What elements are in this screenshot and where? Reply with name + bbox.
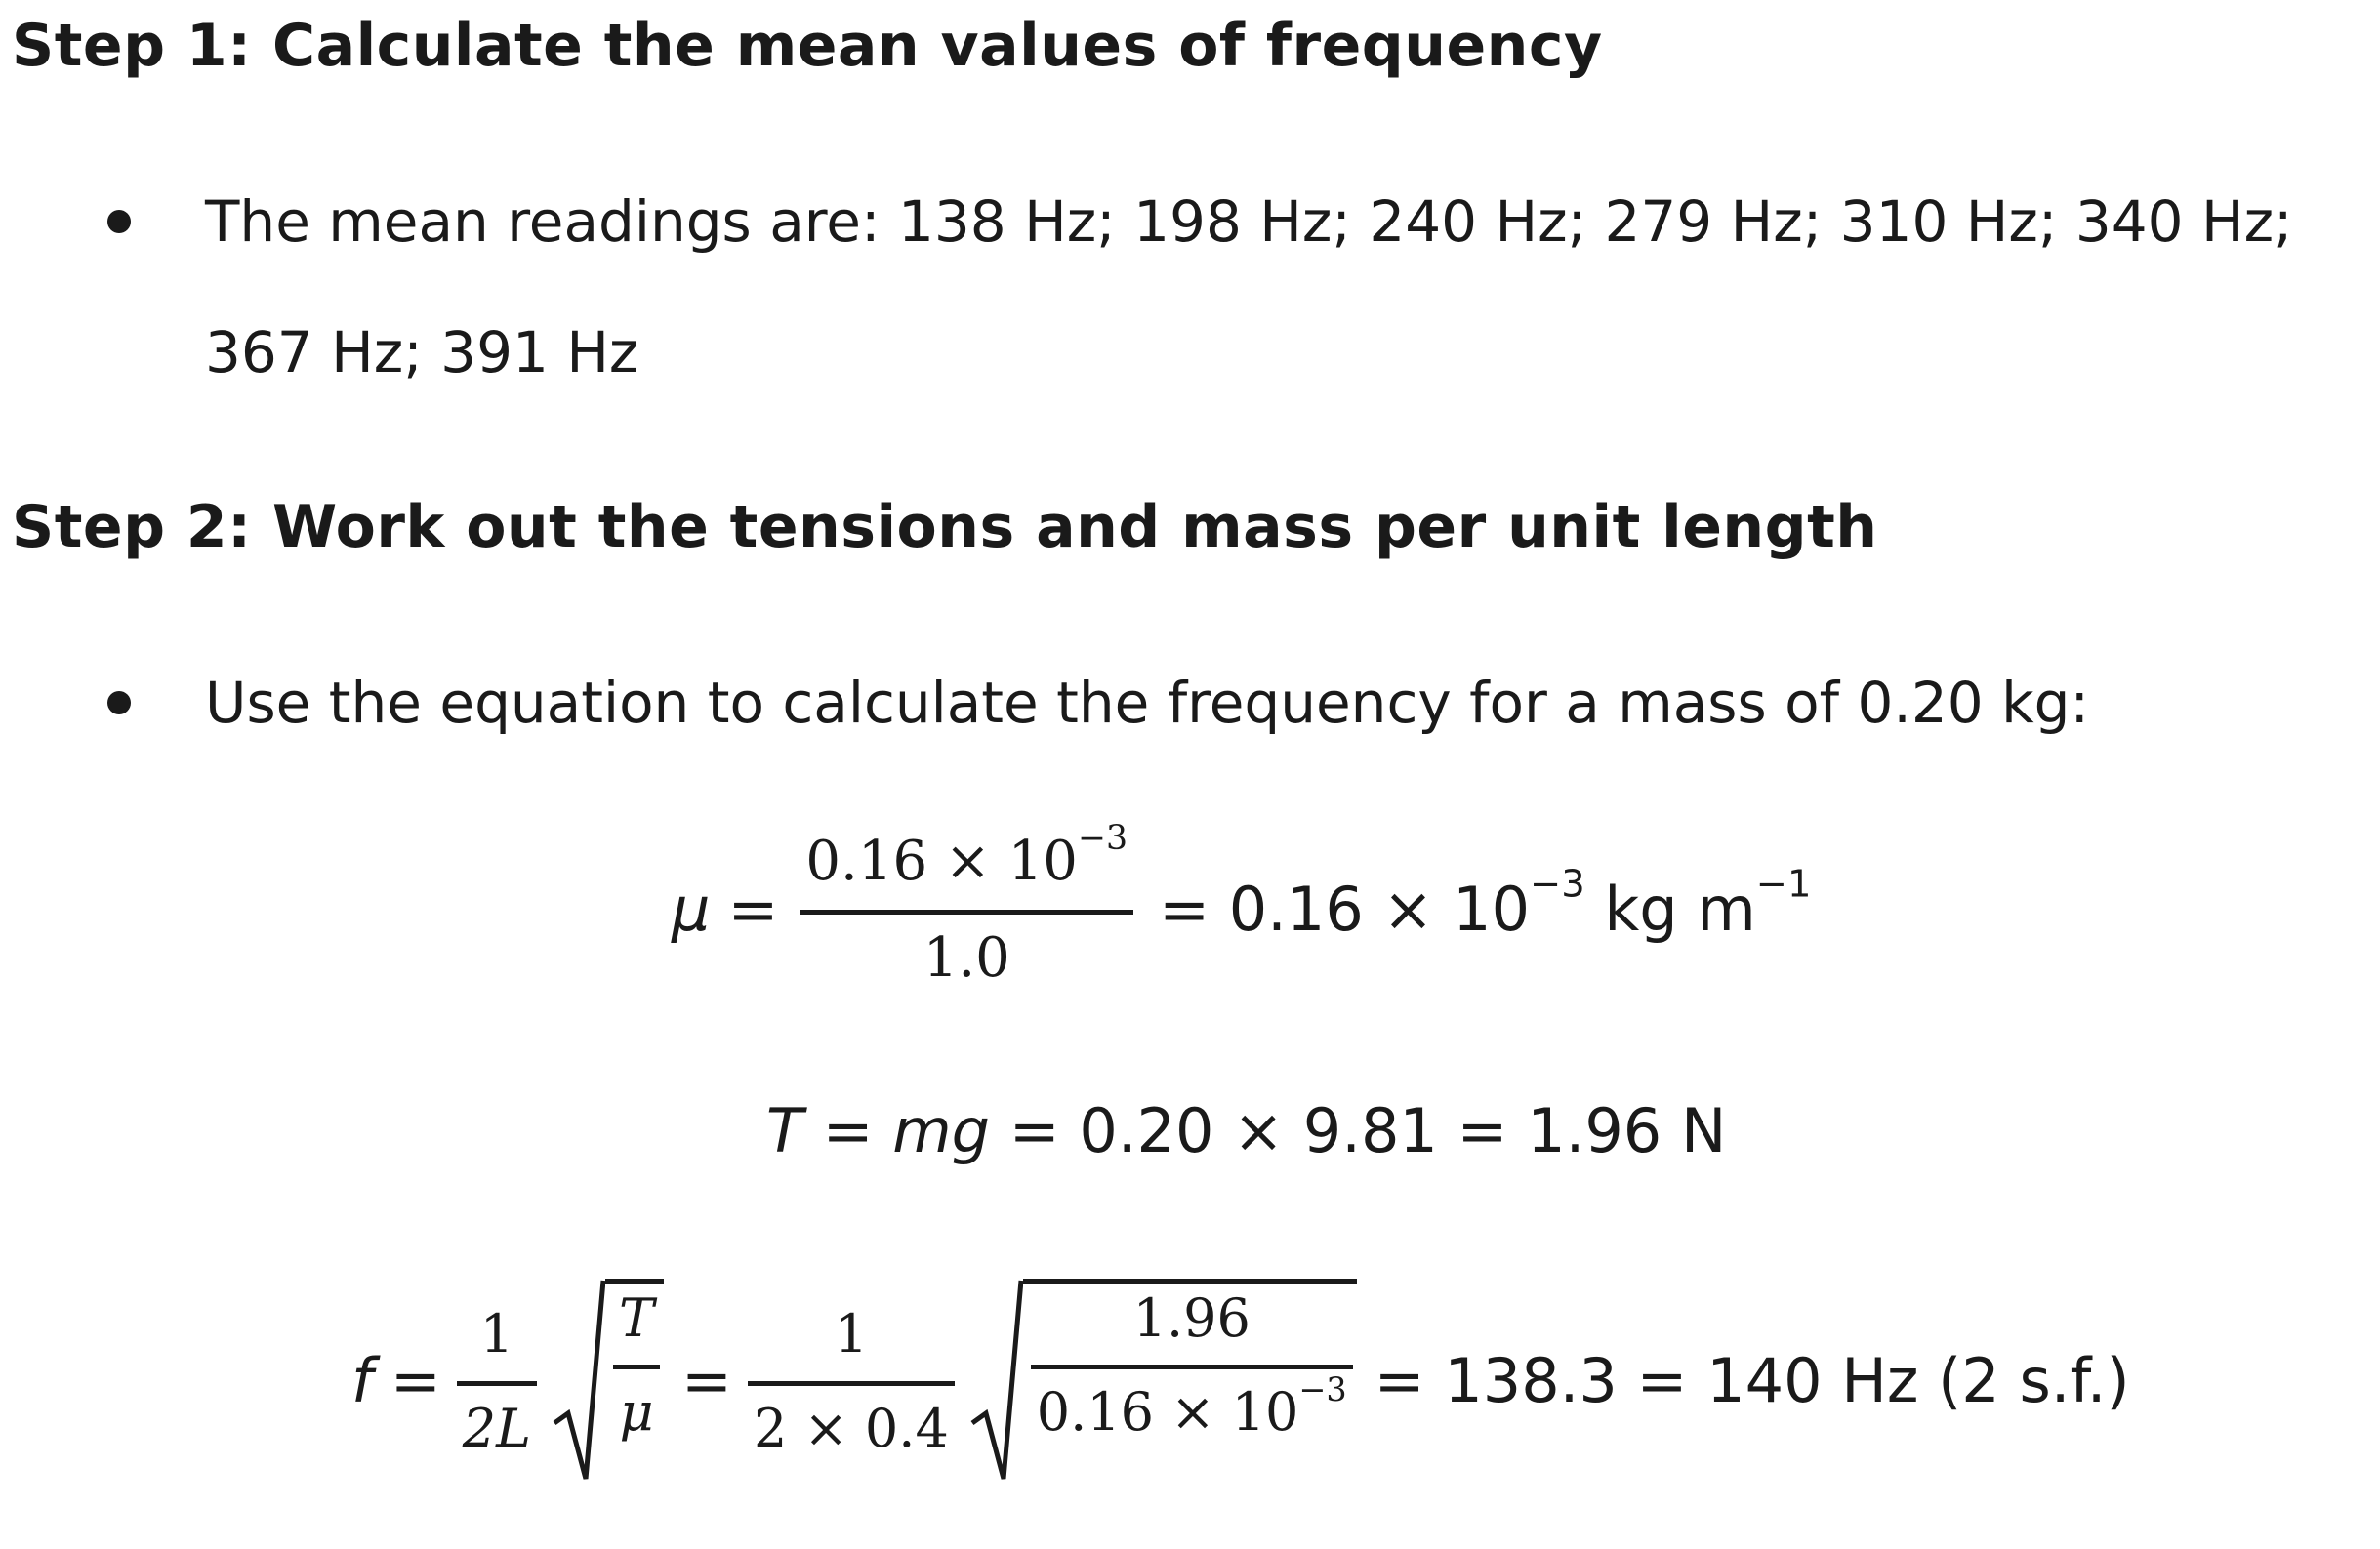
tension-value: = 0.20 × 9.81 = 1.96 N	[990, 1095, 1727, 1166]
bullet-icon	[107, 691, 131, 714]
mass-per-length-equation	[672, 818, 1812, 990]
mg-symbol: mg	[892, 1095, 991, 1166]
frequency-result: = 138.3 = 140 Hz (2 s.f.)	[1374, 1345, 2130, 1416]
radical-icon	[553, 1279, 605, 1484]
mu-numerator: $0.16 \times 10^{-3}$	[805, 818, 1128, 893]
tension-symbol: T	[766, 1095, 803, 1166]
use-equation-text: Use the equation to calculate the frequency for a mass of 0.20 kg:	[205, 670, 2090, 736]
step-1-heading: Step 1: Calculate the mean values of frequency	[12, 12, 1603, 80]
bullet-icon	[107, 210, 131, 233]
f-symbol: f	[351, 1345, 373, 1416]
equals-sign: =	[727, 874, 779, 946]
radical-icon	[970, 1279, 1023, 1484]
frequency-equation: f = 1 2L T μ = 1 2 × 0.4 1.96 $0.16 \times 10^{-3}$ = 138.3 = 140 Hz (2 s.f.)	[351, 1279, 2130, 1484]
mean-readings-text: The mean readings are: 138 Hz; 198 Hz; 240 Hz; 279 Hz; 310 Hz; 340 Hz; 367 Hz; 391 Hz	[205, 188, 2293, 386]
sqrt-T-over-mu: T μ	[553, 1279, 664, 1484]
mu-symbol: μ	[672, 874, 711, 946]
tension-equation: T = mg = 0.20 × 9.81 = 1.96 N	[766, 1095, 1727, 1166]
mu-denominator: 1.0	[923, 925, 1010, 990]
step-2-heading: Step 2: Work out the tensions and mass per unit length	[12, 493, 1878, 561]
mu-fraction	[800, 818, 1133, 990]
mu-result: = $0.16 \times 10^{-3}$ kg $m^{-1}$	[1159, 862, 1812, 946]
one-over-2L-fraction: 1 2L	[457, 1305, 537, 1457]
sqrt-numeric: 1.96 $0.16 \times 10^{-3}$	[970, 1279, 1357, 1484]
one-over-2x04-fraction: 1 2 × 0.4	[748, 1305, 955, 1457]
